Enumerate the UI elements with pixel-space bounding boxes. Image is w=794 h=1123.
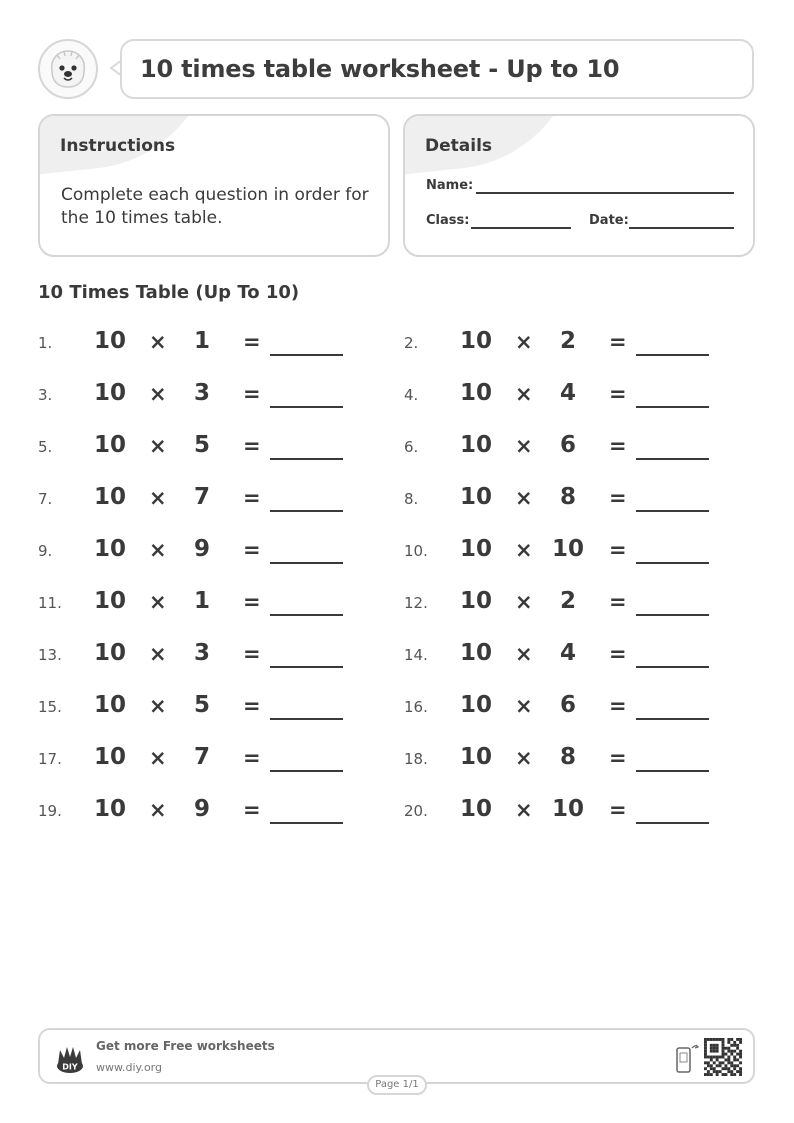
problem-number: 8. <box>404 490 419 508</box>
problem-operand-a: 10 <box>94 432 127 458</box>
problem-number: 11. <box>38 594 62 612</box>
problem-number: 2. <box>404 334 419 352</box>
equals-sign: = <box>609 330 627 354</box>
problem-operand-b: 9 <box>194 796 211 822</box>
multiply-sign: × <box>149 746 167 770</box>
answer-field[interactable] <box>636 770 709 772</box>
problem-operand-a: 10 <box>94 692 127 718</box>
problem-number: 17. <box>38 750 62 768</box>
problem-operand-b: 10 <box>552 536 585 562</box>
equals-sign: = <box>243 798 261 822</box>
problem-operand-b: 3 <box>194 380 211 406</box>
answer-field[interactable] <box>270 822 343 824</box>
multiply-sign: × <box>149 382 167 406</box>
equals-sign: = <box>609 798 627 822</box>
instructions-heading: Instructions <box>60 136 176 156</box>
equals-sign: = <box>243 486 261 510</box>
answer-field[interactable] <box>270 354 343 356</box>
qr-code-icon <box>704 1038 742 1076</box>
answer-field[interactable] <box>270 510 343 512</box>
multiply-sign: × <box>149 694 167 718</box>
problem-operand-b: 10 <box>552 796 585 822</box>
answer-field[interactable] <box>270 718 343 720</box>
answer-field[interactable] <box>636 562 709 564</box>
equals-sign: = <box>609 382 627 406</box>
class-field[interactable] <box>471 227 571 229</box>
answer-field[interactable] <box>636 458 709 460</box>
equals-sign: = <box>243 434 261 458</box>
details-heading: Details <box>425 136 493 156</box>
problem-number: 16. <box>404 698 428 716</box>
equals-sign: = <box>243 642 261 666</box>
equals-sign: = <box>609 434 627 458</box>
problem-operand-a: 10 <box>94 588 127 614</box>
problem-operand-b: 1 <box>194 328 211 354</box>
equals-sign: = <box>609 590 627 614</box>
multiply-sign: × <box>515 434 533 458</box>
answer-field[interactable] <box>636 718 709 720</box>
multiply-sign: × <box>149 798 167 822</box>
title-box <box>120 39 754 99</box>
answer-field[interactable] <box>636 406 709 408</box>
equals-sign: = <box>243 590 261 614</box>
problem-operand-a: 10 <box>94 484 127 510</box>
problem-operand-b: 5 <box>194 692 211 718</box>
multiply-sign: × <box>515 694 533 718</box>
problem-number: 18. <box>404 750 428 768</box>
page-number: Page 1/1 <box>367 1075 427 1095</box>
problem-number: 15. <box>38 698 62 716</box>
problem-number: 12. <box>404 594 428 612</box>
details-panel <box>403 114 755 257</box>
multiply-sign: × <box>149 590 167 614</box>
problem-operand-a: 10 <box>460 328 493 354</box>
name-field[interactable] <box>476 192 734 194</box>
answer-field[interactable] <box>270 666 343 668</box>
problem-operand-b: 2 <box>560 588 577 614</box>
answer-field[interactable] <box>636 354 709 356</box>
footer-promo: Get more Free worksheets <box>96 1039 275 1053</box>
answer-field[interactable] <box>270 458 343 460</box>
problem-operand-a: 10 <box>460 588 493 614</box>
problem-operand-b: 3 <box>194 640 211 666</box>
multiply-sign: × <box>515 538 533 562</box>
problem-operand-a: 10 <box>460 432 493 458</box>
instructions-panel <box>38 114 390 257</box>
problem-operand-a: 10 <box>94 328 127 354</box>
multiply-sign: × <box>515 798 533 822</box>
answer-field[interactable] <box>270 770 343 772</box>
multiply-sign: × <box>149 486 167 510</box>
answer-field[interactable] <box>636 822 709 824</box>
class-label: Class: <box>426 213 470 228</box>
problem-operand-b: 8 <box>560 744 577 770</box>
problem-number: 5. <box>38 438 53 456</box>
equals-sign: = <box>243 538 261 562</box>
problem-operand-b: 1 <box>194 588 211 614</box>
equals-sign: = <box>609 642 627 666</box>
equals-sign: = <box>243 694 261 718</box>
answer-field[interactable] <box>636 614 709 616</box>
problem-operand-b: 8 <box>560 484 577 510</box>
multiply-sign: × <box>149 434 167 458</box>
page-title: 10 times table worksheet - Up to 10 <box>140 55 620 83</box>
problem-operand-a: 10 <box>460 692 493 718</box>
equals-sign: = <box>243 746 261 770</box>
problem-operand-a: 10 <box>94 744 127 770</box>
multiply-sign: × <box>149 330 167 354</box>
problem-number: 7. <box>38 490 53 508</box>
date-field[interactable] <box>629 227 734 229</box>
problem-operand-a: 10 <box>94 536 127 562</box>
multiply-sign: × <box>515 642 533 666</box>
equals-sign: = <box>609 538 627 562</box>
answer-field[interactable] <box>270 614 343 616</box>
instructions-text: Complete each question in order for the 10 times table. <box>61 185 369 228</box>
footer-url[interactable]: www.diy.org <box>96 1061 162 1074</box>
answer-field[interactable] <box>270 562 343 564</box>
problem-number: 1. <box>38 334 53 352</box>
equals-sign: = <box>243 330 261 354</box>
problem-operand-a: 10 <box>460 484 493 510</box>
section-title: 10 Times Table (Up To 10) <box>38 282 300 303</box>
multiply-sign: × <box>149 642 167 666</box>
multiply-sign: × <box>515 382 533 406</box>
problem-operand-a: 10 <box>94 380 127 406</box>
problem-operand-a: 10 <box>460 380 493 406</box>
problem-operand-a: 10 <box>460 640 493 666</box>
problem-number: 19. <box>38 802 62 820</box>
answer-field[interactable] <box>636 510 709 512</box>
problem-operand-a: 10 <box>94 796 127 822</box>
multiply-sign: × <box>515 486 533 510</box>
problem-operand-b: 7 <box>194 484 211 510</box>
problem-number: 9. <box>38 542 53 560</box>
diy-logo-icon <box>54 1042 86 1074</box>
problem-operand-b: 6 <box>560 692 577 718</box>
equals-sign: = <box>609 486 627 510</box>
problem-operand-b: 4 <box>560 640 577 666</box>
phone-scan-icon <box>674 1042 700 1074</box>
problem-number: 6. <box>404 438 419 456</box>
problem-number: 4. <box>404 386 419 404</box>
problem-operand-a: 10 <box>460 796 493 822</box>
date-label: Date: <box>589 213 629 228</box>
problem-number: 10. <box>404 542 428 560</box>
problem-operand-b: 5 <box>194 432 211 458</box>
equals-sign: = <box>609 694 627 718</box>
problem-operand-b: 2 <box>560 328 577 354</box>
multiply-sign: × <box>515 590 533 614</box>
problem-number: 13. <box>38 646 62 664</box>
problem-operand-a: 10 <box>460 744 493 770</box>
problem-number: 3. <box>38 386 53 404</box>
answer-field[interactable] <box>636 666 709 668</box>
logo-text: DIY <box>62 1062 78 1072</box>
problem-operand-b: 7 <box>194 744 211 770</box>
equals-sign: = <box>243 382 261 406</box>
problem-operand-b: 9 <box>194 536 211 562</box>
name-label: Name: <box>426 178 474 193</box>
multiply-sign: × <box>149 538 167 562</box>
multiply-sign: × <box>515 330 533 354</box>
problem-operand-a: 10 <box>460 536 493 562</box>
problem-operand-b: 6 <box>560 432 577 458</box>
problem-number: 14. <box>404 646 428 664</box>
problem-operand-b: 4 <box>560 380 577 406</box>
equals-sign: = <box>609 746 627 770</box>
multiply-sign: × <box>515 746 533 770</box>
answer-field[interactable] <box>270 406 343 408</box>
problem-number: 20. <box>404 802 428 820</box>
problem-operand-a: 10 <box>94 640 127 666</box>
mascot-icon <box>38 39 98 99</box>
